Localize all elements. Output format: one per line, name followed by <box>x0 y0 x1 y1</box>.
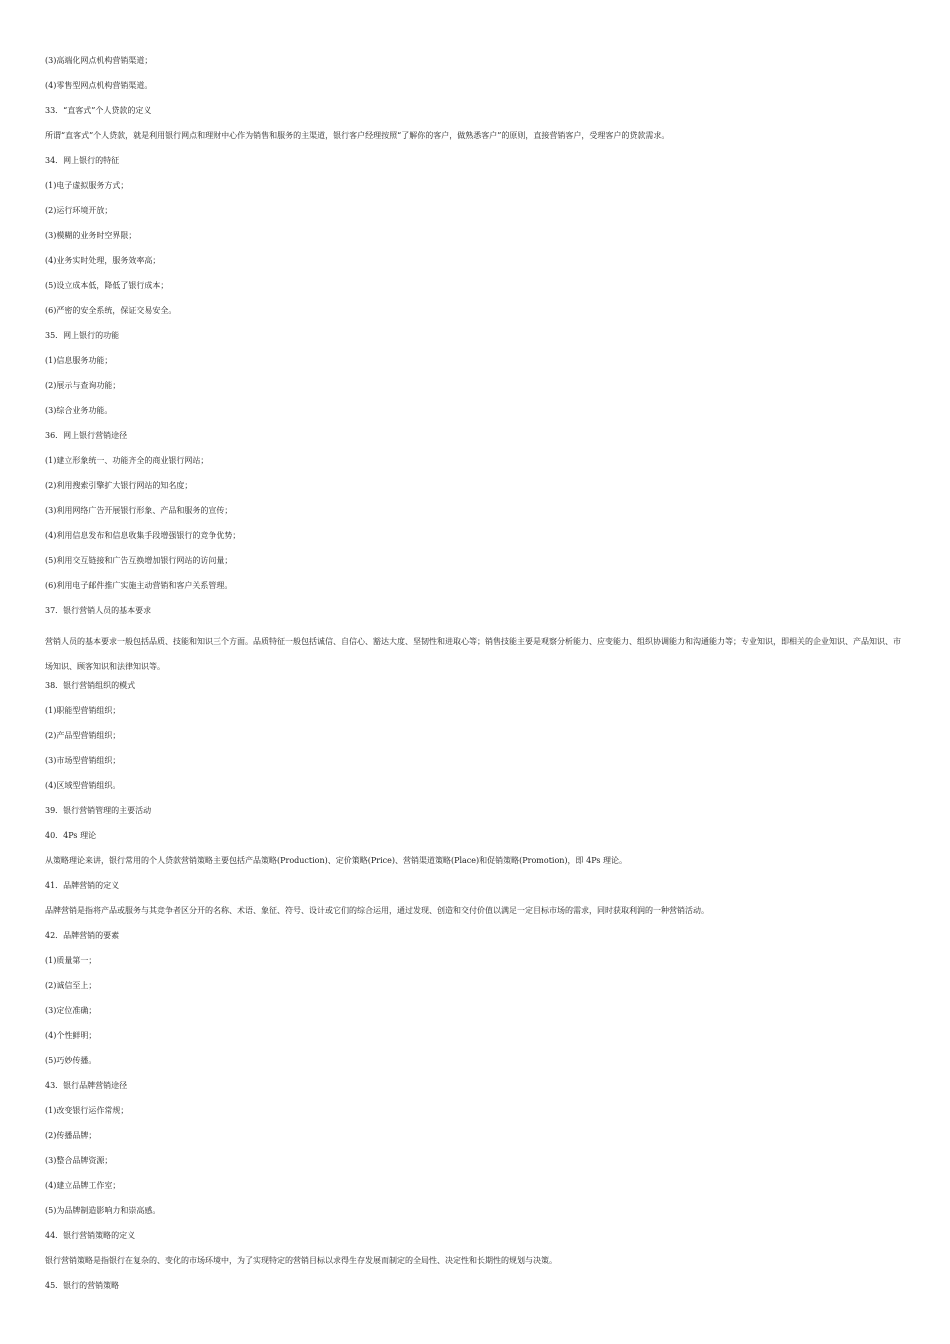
list-item: (5)巧妙传播。 <box>45 1056 97 1065</box>
section-heading-41: 41．品牌营销的定义 <box>45 881 120 890</box>
list-item: (1)电子虚拟服务方式； <box>45 181 129 190</box>
paragraph-44: 银行营销策略是指银行在复杂的、变化的市场环境中，为了实现特定的营销目标以求得生存发展而制定的全局性、决定性和长期性的规划与决策。 <box>45 1256 557 1265</box>
section-heading-37: 37．银行营销人员的基本要求 <box>45 606 152 615</box>
list-item: (4)业务实时处理，服务效率高； <box>45 256 161 265</box>
document-page <box>45 54 907 1304</box>
list-item: (2)利用搜索引擎扩大银行网站的知名度； <box>45 481 193 490</box>
section-heading-38: 38．银行营销组织的模式 <box>45 681 136 690</box>
list-item: (4)个性鲜明； <box>45 1031 97 1040</box>
list-item: (5)利用交互链接和广告互换增加银行网站的访问量； <box>45 556 233 565</box>
list-item: (5)设立成本低，降低了银行成本； <box>45 281 169 290</box>
list-item: (1)改变银行运作常规； <box>45 1106 129 1115</box>
section-heading-33: 33．“直客式”个人贷款的定义 <box>45 106 152 115</box>
list-item: (2)运行环境开放； <box>45 206 113 215</box>
list-item: (4)区域型营销组织。 <box>45 781 121 790</box>
list-item: (3)综合业务功能。 <box>45 406 113 415</box>
list-item: (1)信息服务功能； <box>45 356 113 365</box>
paragraph-37: 营销人员的基本要求一般包括品质、技能和知识三个方面。品质特征一般包括诚信、自信心、豁达大度、坚韧性和进取心等；销售技能主要是观察分析能力、应变能力、组织协调能力和沟通能力等；专业知识，即相关的企业知识、产品知识、市场知识、顾客知识和法律知识等。 <box>45 637 901 671</box>
list-item: (3)模糊的业务时空界限； <box>45 231 137 240</box>
list-item: (4)利用信息发布和信息收集手段增强银行的竞争优势； <box>45 531 241 540</box>
list-item: (1)职能型营销组织； <box>45 706 121 715</box>
list-item: (2)诚信至上； <box>45 981 97 990</box>
section-heading-34: 34．网上银行的特征 <box>45 156 120 165</box>
list-item: (3)利用网络广告开展银行形象、产品和服务的宣传； <box>45 506 233 515</box>
list-item: (5)为品牌制造影响力和崇高感。 <box>45 1206 161 1215</box>
list-item: (6)严密的安全系统，保证交易安全。 <box>45 306 177 315</box>
section-heading-45: 45．银行的营销策略 <box>45 1281 120 1290</box>
list-item: (2)传播品牌； <box>45 1131 97 1140</box>
list-item: (4)零售型网点机构营销渠道。 <box>45 81 153 90</box>
list-item: (1)建立形象统一、功能齐全的商业银行网站； <box>45 456 209 465</box>
section-heading-42: 42．品牌营销的要素 <box>45 931 120 940</box>
section-heading-40: 40．4Ps 理论 <box>45 831 97 840</box>
section-heading-39: 39．银行营销管理的主要活动 <box>45 806 152 815</box>
section-heading-43: 43．银行品牌营销途径 <box>45 1081 128 1090</box>
list-item: (2)产品型营销组织； <box>45 731 121 740</box>
section-heading-44: 44．银行营销策略的定义 <box>45 1231 136 1240</box>
list-item: (3)高端化网点机构营销渠道； <box>45 56 153 65</box>
list-item: (1)质量第一； <box>45 956 97 965</box>
list-item: (6)利用电子邮件推广实施主动营销和客户关系管理。 <box>45 581 233 590</box>
paragraph-41: 品牌营销是指将产品或服务与其竞争者区分开的名称、术语、象征、符号、设计或它们的综合运用，通过发现、创造和交付价值以满足一定目标市场的需求，同时获取利润的一种营销活动。 <box>45 906 709 915</box>
list-item: (2)展示与查询功能； <box>45 381 121 390</box>
list-item: (4)建立品牌工作室； <box>45 1181 121 1190</box>
paragraph-33: 所谓“直客式”个人贷款，就是利用银行网点和理财中心作为销售和服务的主渠道，银行客户经理按照“了解你的客户，做熟悉客户”的原则，直接营销客户，受理客户的贷款需求。 <box>45 131 670 140</box>
section-heading-35: 35．网上银行的功能 <box>45 331 120 340</box>
list-item: (3)整合品牌资源； <box>45 1156 113 1165</box>
paragraph-40: 从策略理论来讲，银行常用的个人贷款营销策略主要包括产品策略(Production)、定价策略(Price)、营销渠道策略(Place)和促销策略(Promotion)，即 4Ps 理论。 <box>45 856 628 865</box>
section-heading-36: 36．网上银行营销途径 <box>45 431 128 440</box>
list-item: (3)市场型营销组织； <box>45 756 121 765</box>
list-item: (3)定位准确； <box>45 1006 97 1015</box>
